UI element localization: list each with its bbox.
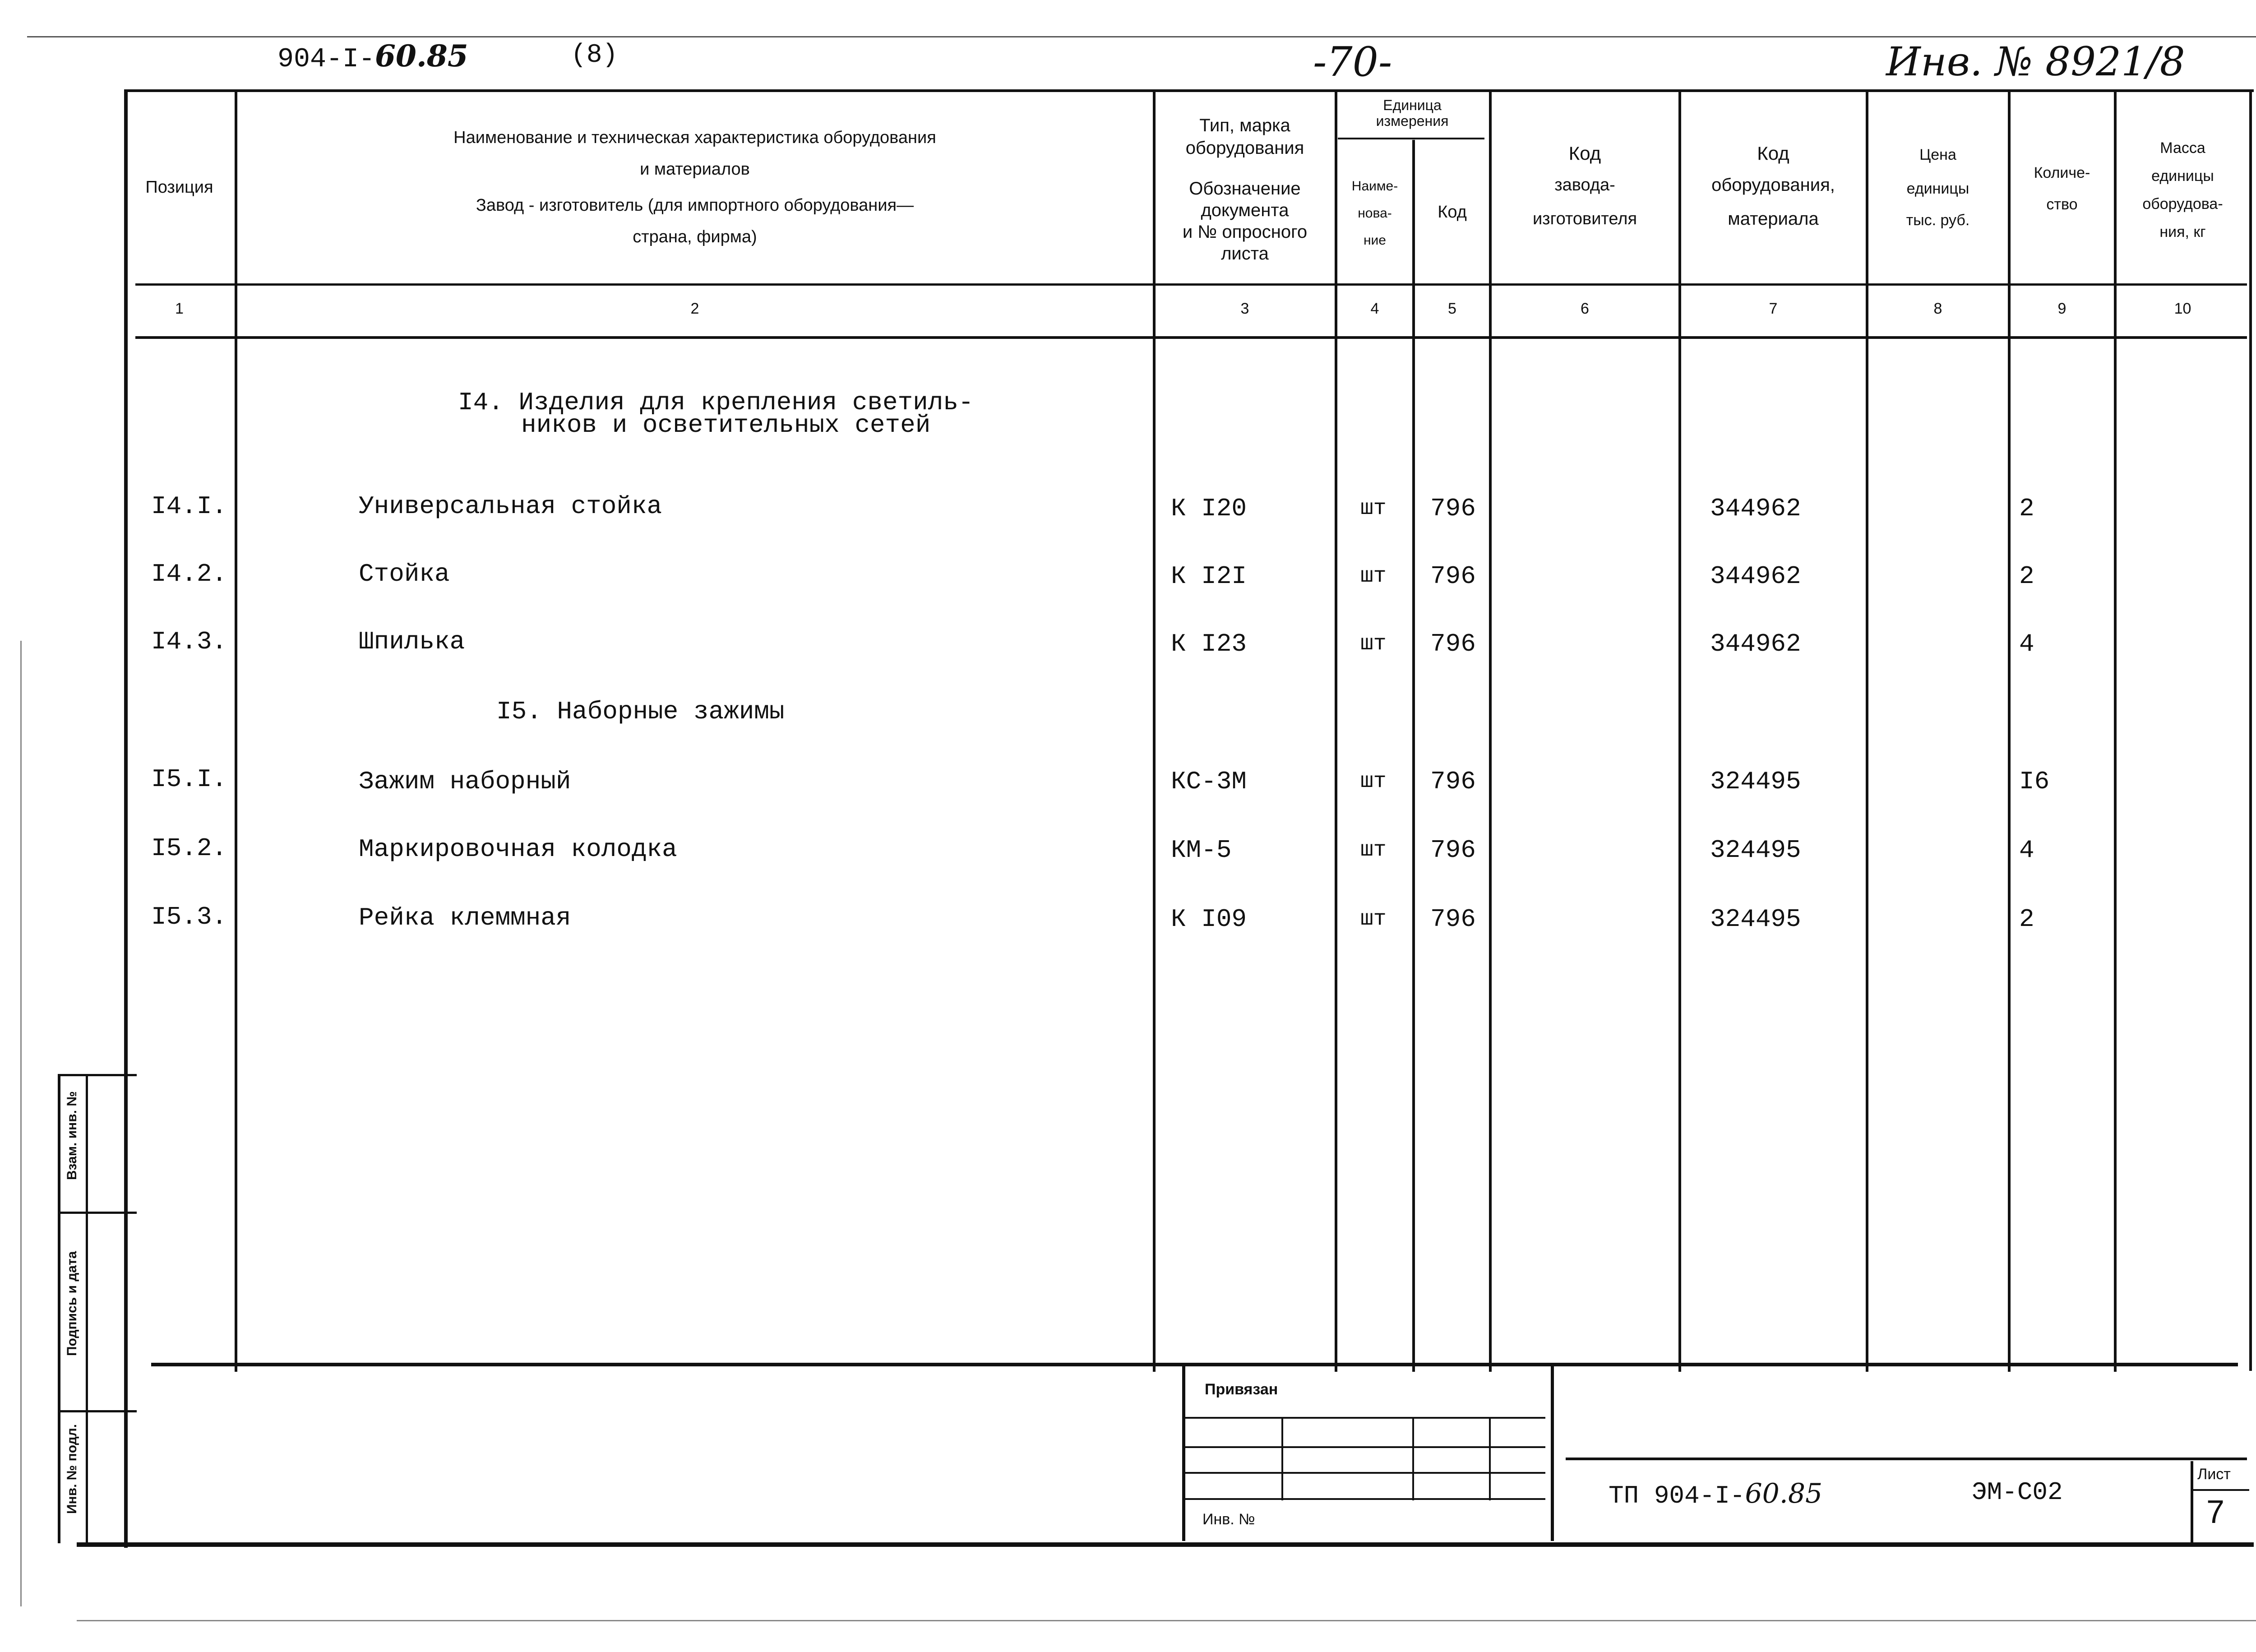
col-line-1 <box>235 90 237 1372</box>
row-position: I4.I. <box>151 492 227 521</box>
header-type-line2: оборудования <box>1185 138 1304 158</box>
header-unit-line1: Единица <box>1383 97 1442 113</box>
column-number-8: 8 <box>1933 300 1942 317</box>
inventory-number: Инв. № 8921/8 <box>1886 38 2185 85</box>
privyazan-vline-2 <box>1412 1417 1414 1500</box>
series-code <box>277 38 468 75</box>
series-number: (8) <box>571 41 618 70</box>
col-line-3 <box>1335 90 1337 1372</box>
column-number-1: 1 <box>175 300 184 317</box>
row-type: К I20 <box>1171 494 1247 523</box>
doc-code <box>1609 1478 1822 1510</box>
header-quantity-line1: Количе- <box>2034 164 2090 181</box>
page-number: -70- <box>1313 38 1392 86</box>
row-name: Зажим наборный <box>359 767 571 796</box>
row-quantity: 2 <box>2019 905 2034 934</box>
side-stamp-top <box>58 1074 137 1076</box>
side-stamp-inv-podl-text: Инв. № подл. <box>65 1424 79 1514</box>
col-line-9 <box>2114 90 2117 1372</box>
row-quantity: 4 <box>2019 836 2034 865</box>
list-number: 7 <box>2206 1494 2225 1530</box>
column-number-6: 6 <box>1581 300 1589 317</box>
privyazan-line-2 <box>1184 1446 1545 1448</box>
header-type-line6: листа <box>1221 244 1269 264</box>
side-stamp-sep-1 <box>58 1212 137 1214</box>
header-unit-name-line1: Наиме- <box>1351 179 1398 194</box>
header-factory-code-line3: изготовителя <box>1532 209 1637 228</box>
row-unit: шт <box>1360 838 1387 862</box>
side-stamp-inv-podl <box>63 1424 81 1514</box>
section-title-15: I5. Наборные зажимы <box>496 697 785 726</box>
column-number-9: 9 <box>2057 300 2066 317</box>
row-position: I5.3. <box>151 902 227 931</box>
column-number-7: 7 <box>1769 300 1778 317</box>
sheet-code: ЭМ-С02 <box>1972 1478 2063 1507</box>
row-unit: шт <box>1360 496 1387 521</box>
series-code-printed: 904-I- <box>277 44 375 75</box>
column-number-2: 2 <box>690 300 699 317</box>
row-quantity: I6 <box>2019 767 2050 796</box>
scan-line-left <box>20 641 22 1606</box>
header-unit-name-line2: нова- <box>1358 206 1392 221</box>
col-line-4 <box>1412 140 1415 1372</box>
row-equipment-code: 324495 <box>1710 905 1801 934</box>
col-line-7 <box>1866 90 1868 1372</box>
privyazan-line-1 <box>1184 1417 1545 1419</box>
header-price-line1: Цена <box>1919 146 1956 163</box>
col-line-8 <box>2008 90 2011 1372</box>
row-unit-code: 796 <box>1430 836 1476 865</box>
header-mass-line1: Масса <box>2160 139 2205 157</box>
row-name: Рейка клеммная <box>359 903 571 932</box>
header-unit-line2: измерения <box>1376 113 1449 129</box>
header-type-line3: Обозначение <box>1189 179 1301 199</box>
series-code-handwritten: 60.85 <box>375 38 468 74</box>
side-stamp-zam-inv <box>63 1091 81 1180</box>
row-type: К I09 <box>1171 905 1247 934</box>
section-title-14-line2: ников и осветительных сетей <box>521 411 931 440</box>
header-mass-line2: единицы <box>2151 167 2214 185</box>
col-line-6 <box>1678 90 1681 1372</box>
row-type: КМ-5 <box>1171 836 1232 865</box>
privyazan-line-4 <box>1184 1498 1545 1500</box>
side-stamp-sep-2 <box>58 1410 137 1412</box>
row-unit-code: 796 <box>1430 629 1476 658</box>
frame-right <box>2249 89 2252 1371</box>
column-number-5: 5 <box>1448 300 1456 317</box>
row-name: Универсальная стойка <box>359 492 662 521</box>
row-unit-code: 796 <box>1430 494 1476 523</box>
side-stamp-outer-line <box>58 1074 60 1543</box>
header-type-line4: документа <box>1201 200 1289 220</box>
header-quantity-line2: ство <box>2046 196 2078 213</box>
row-quantity: 2 <box>2019 562 2034 591</box>
header-factory-code-line2: завода- <box>1554 176 1615 194</box>
header-type-line1: Тип, марка <box>1199 116 1290 135</box>
header-unit-code: Код <box>1438 203 1467 222</box>
header-type-line5: и № опросного <box>1182 222 1308 242</box>
scan-line-bottom <box>77 1620 2256 1621</box>
list-box-divider <box>2193 1489 2249 1491</box>
row-unit-code: 796 <box>1430 905 1476 934</box>
privyazan-vline-1 <box>1281 1417 1283 1500</box>
side-stamp-zam-inv-text: Взам. инв. № <box>65 1091 79 1180</box>
header-name-line1: Наименование и техническая характеристика оборудования <box>453 128 936 147</box>
row-unit: шт <box>1360 907 1387 931</box>
row-quantity: 4 <box>2019 629 2034 658</box>
row-type: К I23 <box>1171 629 1247 658</box>
doc-code-handwritten: 60.85 <box>1745 1478 1823 1509</box>
row-type: К I2I <box>1171 562 1247 591</box>
header-name-line3: Завод - изготовитель (для импортного оборудования— <box>476 196 914 215</box>
list-label: Лист <box>2197 1466 2231 1483</box>
row-quantity: 2 <box>2019 494 2034 523</box>
privyazan-vline-3 <box>1489 1417 1491 1500</box>
row-name: Маркировочная колодка <box>359 835 677 864</box>
header-equipment-code-line2: оборудования, <box>1711 175 1835 195</box>
header-mass-line3: оборудова- <box>2142 195 2223 213</box>
doc-code-prefix: ТП 904-I- <box>1609 1481 1745 1510</box>
header-equipment-code-line3: материала <box>1728 209 1819 229</box>
side-stamp-podpis-text: Подпись и дата <box>65 1251 79 1356</box>
side-stamp-inner-line <box>86 1074 88 1543</box>
doc-code-top-line <box>1566 1458 2247 1460</box>
row-unit: шт <box>1360 632 1387 656</box>
header-name-line2: и материалов <box>640 160 750 179</box>
header-equipment-code-line1: Код <box>1757 143 1789 164</box>
row-name: Шпилька <box>359 627 465 656</box>
row-equipment-code: 344962 <box>1710 562 1801 591</box>
side-stamp-podpis <box>63 1251 81 1356</box>
section-title-14-line1: I4. Изделия для крепления светиль- <box>458 388 974 417</box>
row-unit-code: 796 <box>1430 767 1476 796</box>
header-price-line3: тыс. руб. <box>1906 212 1970 229</box>
row-equipment-code: 344962 <box>1710 494 1801 523</box>
col-line-5 <box>1489 90 1492 1372</box>
row-name: Стойка <box>359 560 450 588</box>
colnum-bottom-line <box>135 336 2247 339</box>
privyazan-label: Привязан <box>1205 1381 1278 1398</box>
privyazan-line-3 <box>1184 1472 1545 1474</box>
row-equipment-code: 324495 <box>1710 767 1801 796</box>
header-mass-line4: ния, кг <box>2159 223 2206 241</box>
row-unit: шт <box>1360 564 1387 588</box>
header-factory-code-line1: Код <box>1568 143 1601 164</box>
row-unit: шт <box>1360 769 1387 794</box>
frame-top <box>124 89 2254 92</box>
column-number-4: 4 <box>1370 300 1379 317</box>
row-type: КС-3М <box>1171 767 1247 796</box>
scan-line-top <box>27 36 2256 37</box>
header-unit-name-line3: ние <box>1363 233 1386 248</box>
header-price-line2: единицы <box>1906 180 1969 197</box>
column-number-3: 3 <box>1240 300 1249 317</box>
row-equipment-code: 324495 <box>1710 836 1801 865</box>
unit-group-line <box>1338 138 1484 139</box>
row-unit-code: 796 <box>1430 562 1476 591</box>
header-position: Позиция <box>145 178 213 197</box>
header-name-line4: страна, фирма) <box>633 227 757 246</box>
row-position: I4.2. <box>151 560 227 588</box>
column-number-10: 10 <box>2174 300 2191 317</box>
inv-number-label: Инв. № <box>1202 1511 1255 1528</box>
row-position: I5.I. <box>151 765 227 794</box>
row-position: I4.3. <box>151 627 227 656</box>
row-position: I5.2. <box>151 834 227 863</box>
frame-bottom <box>77 1542 2254 1547</box>
header-bottom-line <box>135 283 2247 286</box>
col-line-2 <box>1153 90 1156 1372</box>
row-equipment-code: 344962 <box>1710 629 1801 658</box>
